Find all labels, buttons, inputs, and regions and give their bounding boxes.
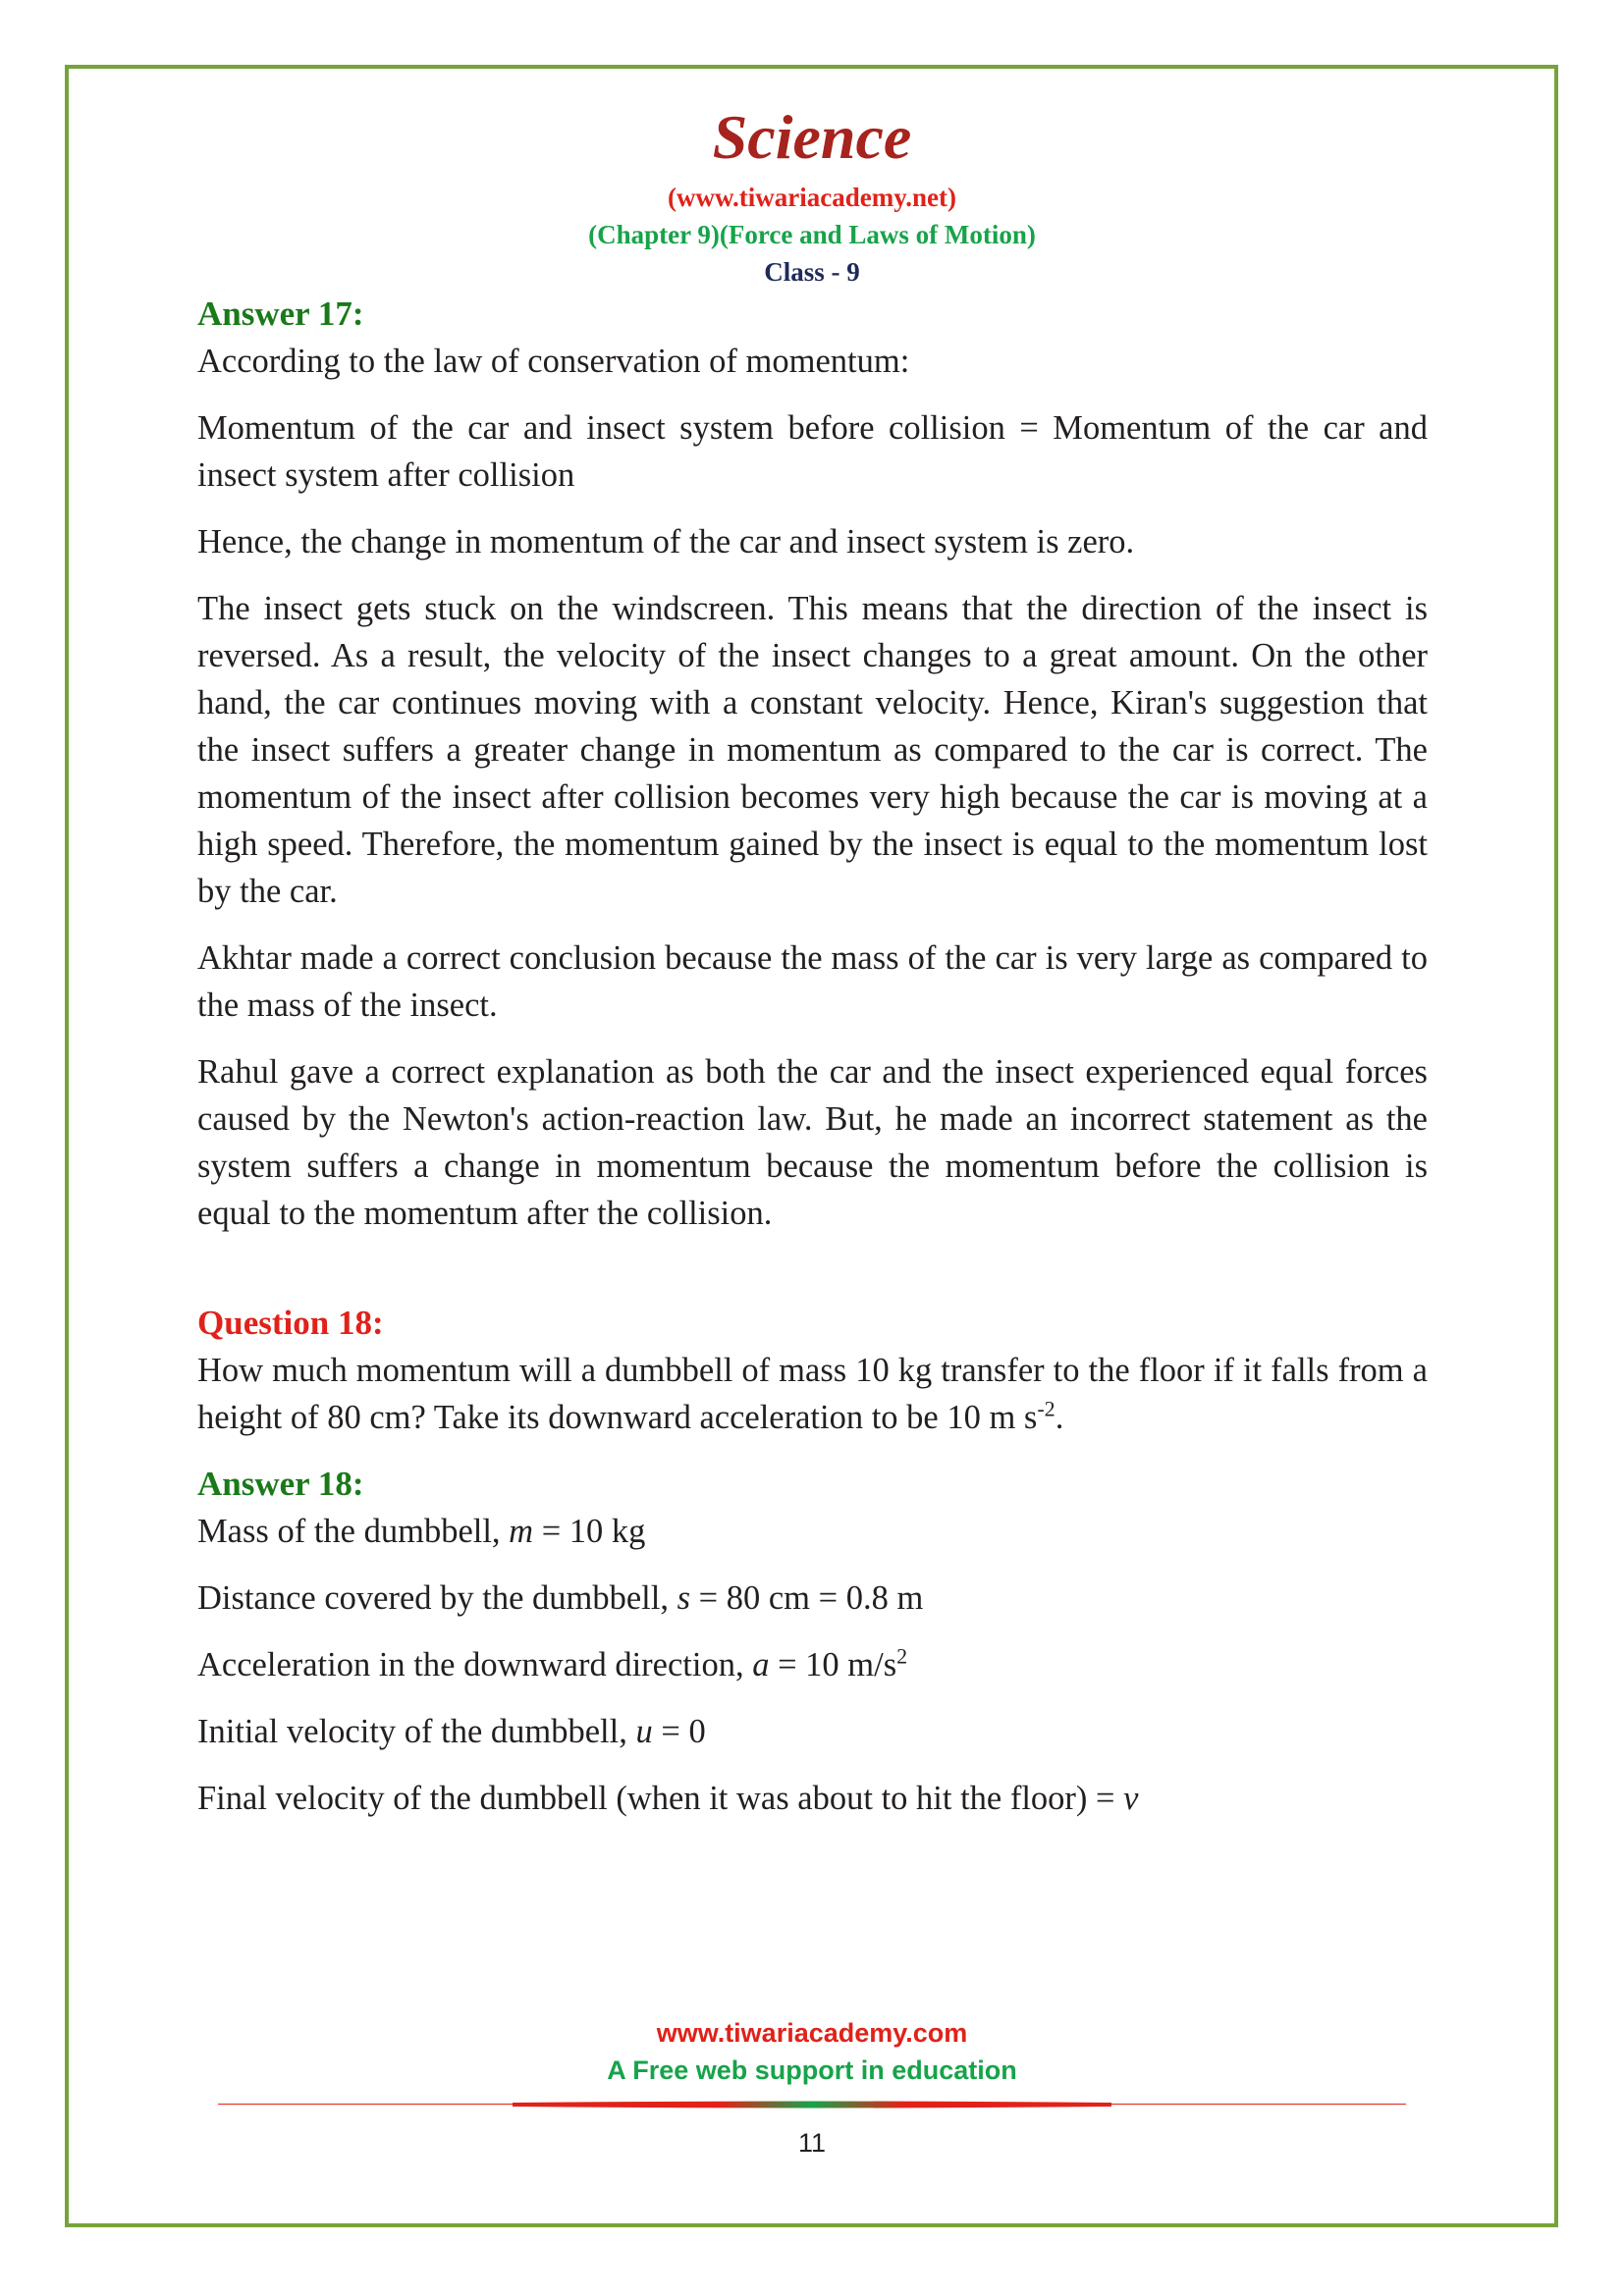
answer-17-paragraph: Momentum of the car and insect system before collision = Momentum of the car and insect system after collision	[197, 409, 1428, 494]
footer-divider	[218, 2101, 1406, 2109]
answer-17-paragraph: Hence, the change in momentum of the car and insect system is zero.	[197, 523, 1135, 561]
page-header	[0, 98, 1624, 291]
header-url: (www.tiwariacademy.net)	[668, 183, 956, 212]
answer-17-paragraph: The insect gets stuck on the windscreen. This means that the direction of the insect is reversed. As a result, the velocity of the insect changes to a great amount. On the other hand, the car continues moving with a constant velocity. Hence, Kiran's suggestion that the insect suffers a greater change in momentum as compared to the car is correct. The momentum of the insect after collision becomes very high because the car is moving at a high speed. Therefore, the momentum gained by the insect is equal to the momentum lost by the car.	[197, 590, 1428, 910]
answer-18-heading: Answer 18:	[197, 1465, 364, 1503]
footer-tagline: A Free web support in education	[607, 2056, 1017, 2085]
page-number: 11	[797, 2128, 827, 2158]
main-content	[197, 291, 1428, 1842]
answer-17-heading: Answer 17:	[197, 294, 364, 333]
given-acceleration: Acceleration in the downward direction, a = 10 $m/s^2$	[197, 1643, 908, 1683]
given-mass: Mass of the dumbbell, m = 10 kg	[197, 1513, 646, 1550]
given-distance: Distance covered by the dumbbell, s = 80 cm = 0.8 m	[197, 1579, 924, 1617]
page-title: Science	[712, 102, 912, 172]
question-18-heading: Question 18:	[197, 1304, 384, 1342]
chapter-title: (Chapter 9)(Force and Laws of Motion)	[588, 220, 1036, 249]
answer-17-paragraph: Akhtar made a correct conclusion because the mass of the car is very large as compared to the mass of the insect.	[197, 939, 1428, 1024]
page-footer	[0, 2014, 1624, 2089]
given-final-velocity: Final velocity of the dumbbell (when it was about to hit the floor) = v	[197, 1780, 1139, 1817]
footer-url[interactable]: www.tiwariacademy.com	[656, 2018, 968, 2048]
answer-17-paragraph: According to the law of conservation of momentum:	[197, 343, 910, 380]
class-label: Class - 9	[764, 257, 860, 287]
question-18-text: How much momentum will a dumbbell of mass 10 kg transfer to the floor if it falls from a height of 80 cm? Take its downward acceleration to be 10 m $s^{-2}$.	[197, 1352, 1428, 1436]
answer-17-paragraph: Rahul gave a correct explanation as both the car and the insect experienced equal forces caused by the Newton's action-reaction law. But, he made an incorrect statement as the system suffers a change in momentum because the momentum before the collision is equal to the momentum after the collision.	[197, 1053, 1428, 1232]
given-initial-velocity: Initial velocity of the dumbbell, u = 0	[197, 1713, 706, 1750]
